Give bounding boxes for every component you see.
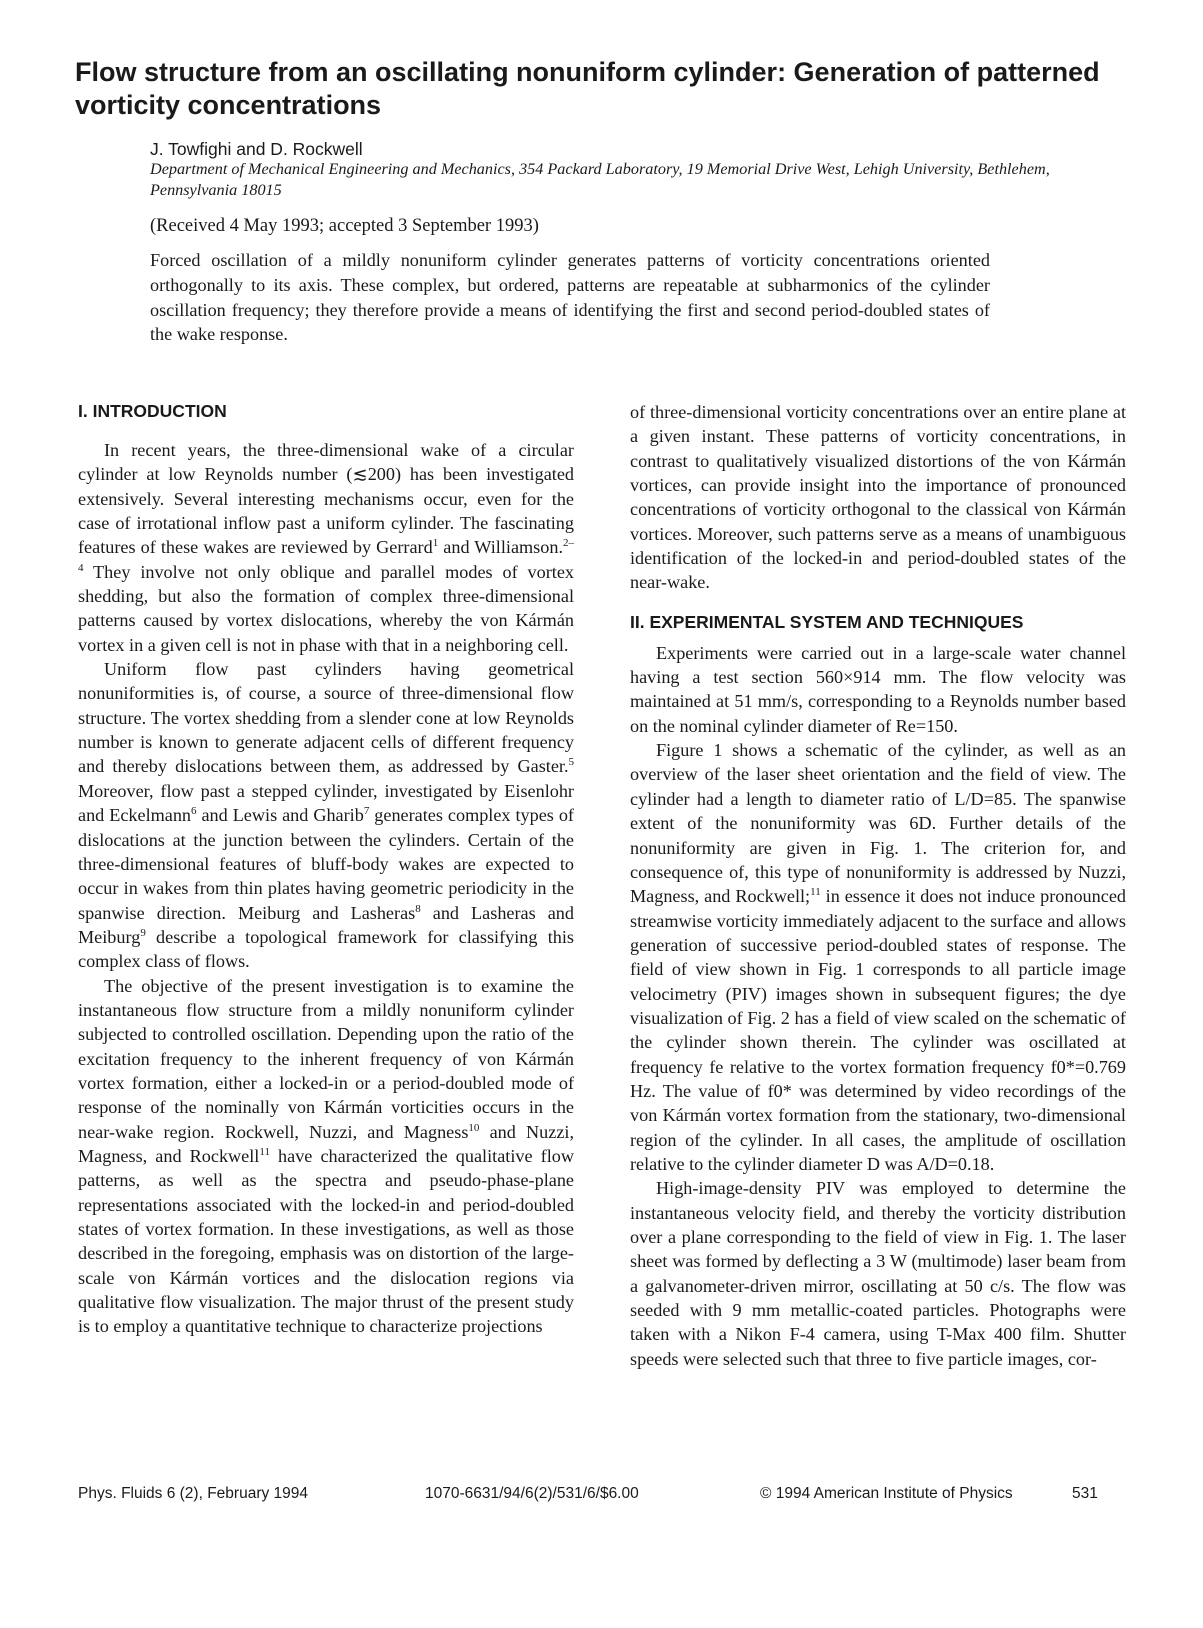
citation-ref: 6: [191, 805, 197, 818]
left-column: [78, 400, 574, 1339]
intro-continuation: of three-dimensional vorticity concentrations over an entire plane at a given instant. These patterns of vorticity concentrations, in contrast to qualitatively visualized distortions of the von Kármán vortices, can provide insight into the importance of pronounced concentrations of vorticity orthogonal to the classical von Kármán vortices. Moreover, such patterns serve as a means of unambiguous identification of the locked-in and period-doubled states of the near-wake.: [630, 402, 1126, 593]
received-dates: (Received 4 May 1993; accepted 3 September 1993): [150, 216, 539, 236]
citation-ref: 11: [259, 1145, 270, 1158]
citation-ref: 7: [363, 805, 370, 818]
abstract: Forced oscillation of a mildly nonuniform cylinder generates patterns of vorticity concentrations oriented orthogonally to its axis. These complex, but ordered, patterns are repeatable at subharmonics of the cylinder oscillation frequency; they therefore provide a means of identifying the first and second period-doubled states of the wake response.: [150, 250, 990, 345]
affiliation: Department of Mechanical Engineering and Mechanics, 354 Packard Laboratory, 19 Memorial Drive West, Lehigh University, Bethlehem, Pennsylvania 18015: [150, 160, 1050, 199]
experimental-paragraph-2: Figure 1 shows a schematic of the cylinder, as well as an overview of the laser sheet orientation and the field of view. The cylinder had a length to diameter ratio of L/D=85. The spanwise extent of the nonuniformity was 6D. Further details of the nonuniformity are given in Fig. 1. The criterion for, and consequence of, this type of nonuniformity is addressed by Nuzzi, Magness, and Rockwell;$^{11}$ in essence it does not induce pronounced streamwise vorticity immediately adjacent to the surface and allows generation of successive period-doubled states of response. The field of view shown in Fig. 1 corresponds to all particle image velocimetry (PIV) images shown in subsequent figures; the dye visualization of Fig. 2 has a field of view scaled on the schematic of the cylinder shown therein. The cylinder was oscillated at frequency fe relative to the vortex formation frequency f0*=0.769 Hz. The value of f0* was determined by video recordings of the von Kármán vortex formation from the stationary, two-dimensional region of the cylinder. In all cases, the amplitude of oscillation relative to the cylinder diameter D was A/D=0.18.: [630, 740, 1126, 1174]
citation-ref: 8: [415, 902, 421, 915]
citation-ref: 2–4: [78, 537, 574, 574]
experimental-heading: II. EXPERIMENTAL SYSTEM AND TECHNIQUES: [630, 611, 1024, 632]
citation-ref: 5: [568, 756, 574, 769]
right-column: [630, 400, 1126, 1371]
experimental-paragraph-3: High-image-density PIV was employed to determine the instantaneous velocity field, and thereby the vorticity distribution over a plane corresponding to the field of view in Fig. 1. The laser sheet was formed by deflecting a 3 W (multimode) laser beam from a galvanometer-driven mirror, oscillating at 50 c/s. The flow was seeded with 9 mm metallic-coated particles. Photographs were taken with a Nikon F-4 camera, using T-Max 400 film. Shutter speeds were selected such that three to five particle images, cor-: [630, 1178, 1126, 1369]
paper-title: Flow structure from an oscillating nonuniform cylinder: Generation of patterned vorticity concentrations: [75, 57, 1100, 120]
citation-ref: 11: [810, 886, 821, 899]
intro-paragraph-2: Uniform flow past cylinders having geometrical nonuniformities is, of course, a source of three-dimensional flow structure. The vortex shedding from a slender cone at low Reynolds number is known to generate adjacent cells of different frequency and thereby dislocations between them, as addressed by Gaster.$^5$ Moreover, flow past a stepped cylinder, investigated by Eisenlohr and Eckelmann$^6$ and Lewis and Gharib$^7$ generates complex types of dislocations at the junction between the cylinders. Certain of the three-dimensional features of bluff-body wakes are expected to occur in wakes from thin plates having geometric periodicity in the spanwise direction. Meiburg and Lasheras$^8$ and Lasheras and Meiburg$^9$ describe a topological framework for classifying this complex class of flows.: [78, 659, 574, 972]
authors: J. Towfighi and D. Rockwell: [150, 139, 363, 159]
intro-paragraph-3: The objective of the present investigation is to examine the instantaneous flow structure from a mildly nonuniform cylinder subjected to controlled oscillation. Depending upon the ratio of the excitation frequency to the inherent frequency of von Kármán vortex formation, either a locked-in or a period-doubled mode of response of the nominally von Kármán vorticities occurs in the near-wake region. Rockwell, Nuzzi, and Magness$^{10}$ and Nuzzi, Magness, and Rockwell$^{11}$ have characterized the qualitative flow patterns, as well as the spectra and pseudo-phase-plane representations associated with the locked-in and period-doubled states of vortex formation. In these investigations, as well as those described in the foregoing, emphasis was on distortion of the large-scale von Kármán vortices and the dislocation regions via qualitative flow visualization. The major thrust of the present study is to employ a quantitative technique to characterize projections: [78, 975, 575, 1337]
experimental-paragraph-1: Experiments were carried out in a large-scale water channel having a test section 560×914 mm. The flow velocity was maintained at 51 mm/s, corresponding to a Reynolds number based on the nominal cylinder diameter of Re=150.: [630, 642, 1126, 736]
introduction-heading: I. INTRODUCTION: [78, 401, 227, 421]
footer-copyright: © 1994 American Institute of Physics: [760, 1485, 1013, 1502]
intro-paragraph-1: In recent years, the three-dimensional wake of a circular cylinder at low Reynolds number (≲200) has been investigated extensively. Several interesting mechanisms occur, even for the case of irrotational inflow past a uniform cylinder. The fascinating features of these wakes are reviewed by Gerrard$^1$ and Williamson.$^{2-4}$ They involve not only oblique and parallel modes of vortex shedding, but also the formation of complex three-dimensional patterns caused by vortex dislocations, whereby the von Kármán vortex in a given cell is not in phase with that in a neighboring cell.: [78, 440, 574, 655]
citation-ref: 10: [468, 1121, 480, 1134]
page-number: 531: [1072, 1485, 1098, 1502]
footer-code: 1070-6631/94/6(2)/531/6/$6.00: [425, 1485, 639, 1502]
footer-journal: Phys. Fluids 6 (2), February 1994: [78, 1485, 309, 1502]
citation-ref: 9: [140, 926, 146, 939]
citation-ref: 1: [432, 537, 439, 550]
